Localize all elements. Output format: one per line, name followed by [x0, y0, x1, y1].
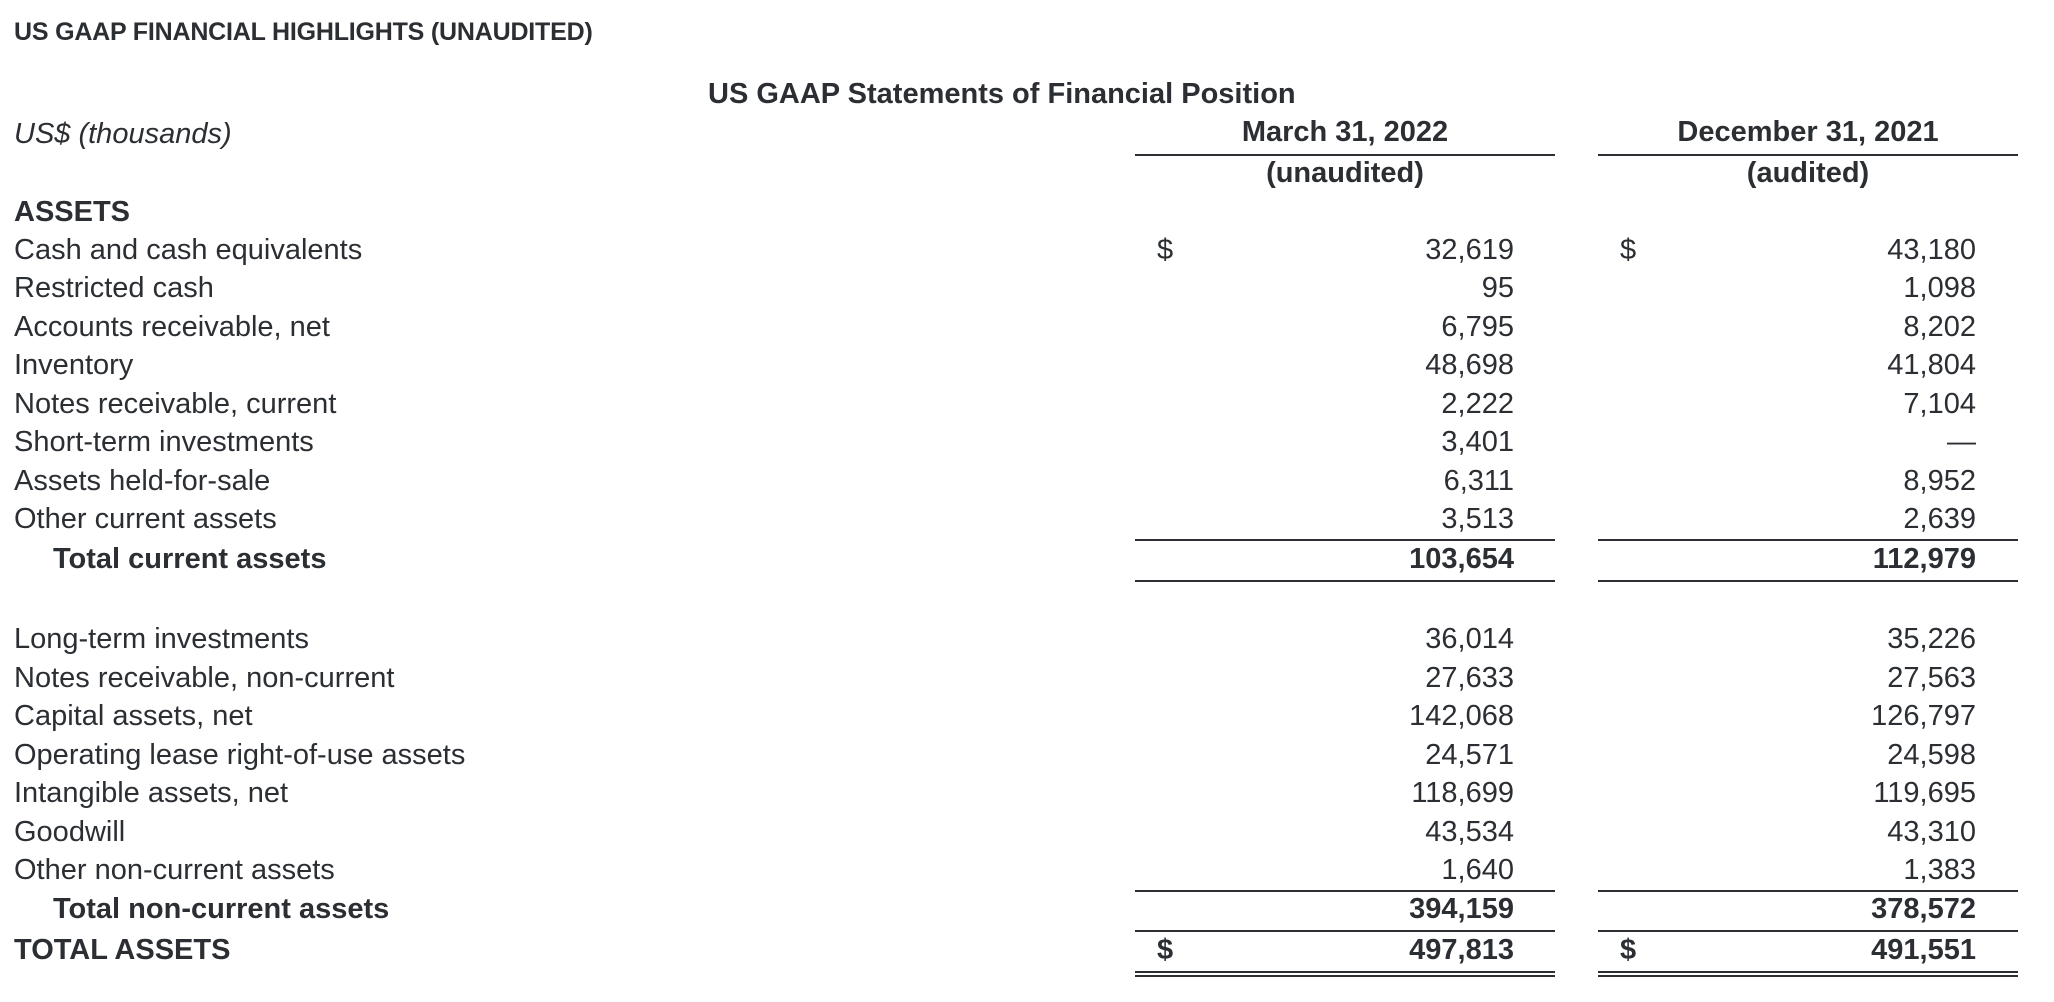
row-label: Accounts receivable, net: [14, 311, 330, 343]
value-march-2022: 36,014: [1425, 623, 1514, 655]
table-row: [0, 388, 2054, 426]
row-label: Other non-current assets: [14, 854, 335, 886]
column-1-date: March 31, 2022: [1241, 116, 1449, 148]
row-label: Long-term investments: [14, 623, 309, 655]
row-label: Goodwill: [14, 816, 126, 848]
table-row: [0, 854, 2054, 892]
value-march-2022: 24,571: [1425, 739, 1514, 771]
table-row: [0, 426, 2054, 464]
value-march-2022: 394,159: [1409, 893, 1514, 925]
value-dec-2021: 43,310: [1887, 816, 1976, 848]
value-march-2022: 95: [1481, 272, 1514, 304]
row-label: Assets held-for-sale: [14, 465, 271, 497]
subtotal-rule: [1598, 890, 2018, 892]
currency-symbol: $: [1157, 934, 1174, 966]
value-dec-2021: 2,639: [1903, 503, 1976, 535]
table-row: [0, 816, 2054, 854]
column-2-date: December 31, 2021: [1677, 116, 1939, 148]
column-2-header-rule: [1598, 154, 2018, 156]
value-march-2022: 1,640: [1441, 854, 1514, 886]
value-march-2022: 27,633: [1425, 662, 1514, 694]
table-row: [0, 662, 2054, 700]
column-2-status: (audited): [1746, 157, 1870, 189]
page-header: US GAAP FINANCIAL HIGHLIGHTS (UNAUDITED): [14, 18, 593, 46]
table-row: [0, 503, 2054, 541]
row-label: Restricted cash: [14, 272, 214, 304]
table-row: [0, 311, 2054, 349]
total-assets-row: [0, 934, 2054, 972]
table-row: [0, 465, 2054, 503]
value-march-2022: 497,813: [1409, 934, 1514, 966]
subtotal-rule: [1598, 539, 2018, 541]
value-march-2022: 48,698: [1425, 349, 1514, 381]
subtotal-rule: [1135, 890, 1555, 892]
total-rule: [1598, 580, 2018, 582]
value-dec-2021: 119,695: [1873, 777, 1976, 809]
table-row: [0, 739, 2054, 777]
value-dec-2021: 1,098: [1903, 272, 1976, 304]
row-label: Notes receivable, current: [14, 388, 337, 420]
row-label: Total current assets: [53, 543, 327, 575]
value-march-2022: 43,534: [1425, 816, 1514, 848]
table-row: [0, 623, 2054, 661]
value-march-2022: 6,311: [1443, 465, 1514, 497]
value-dec-2021: 491,551: [1871, 934, 1976, 966]
value-dec-2021: 126,797: [1871, 700, 1976, 732]
row-label: Total non-current assets: [53, 893, 390, 925]
row-label: Capital assets, net: [14, 700, 253, 732]
value-march-2022: 103,654: [1409, 543, 1514, 575]
statement-title: US GAAP Statements of Financial Position: [708, 78, 1296, 110]
currency-symbol: $: [1620, 234, 1637, 266]
row-label: Inventory: [14, 349, 134, 381]
units-label: US$ (thousands): [14, 118, 232, 150]
subtotal-rule: [1135, 539, 1555, 541]
table-row: [0, 349, 2054, 387]
column-1-status: (unaudited): [1266, 157, 1424, 189]
value-dec-2021: 8,202: [1903, 311, 1976, 343]
value-march-2022: 142,068: [1409, 700, 1514, 732]
currency-symbol: $: [1620, 934, 1637, 966]
row-label: Notes receivable, non-current: [14, 662, 395, 694]
grand-total-double-rule: [1135, 971, 1555, 977]
value-dec-2021: 35,226: [1887, 623, 1976, 655]
value-dec-2021: 24,598: [1887, 739, 1976, 771]
value-dec-2021: 378,572: [1871, 893, 1976, 925]
value-dec-2021: 43,180: [1887, 234, 1976, 266]
section-assets-row: [0, 196, 2054, 234]
value-march-2022: 118,699: [1411, 777, 1514, 809]
total-rule: [1135, 580, 1555, 582]
subtotal-rule: [1598, 930, 2018, 932]
row-label: Cash and cash equivalents: [14, 234, 363, 266]
table-row: [0, 777, 2054, 815]
value-dec-2021: 41,804: [1887, 349, 1976, 381]
value-dec-2021: 27,563: [1887, 662, 1976, 694]
grand-total-double-rule: [1598, 971, 2018, 977]
value-march-2022: 6,795: [1441, 311, 1514, 343]
value-dec-2021: —: [1947, 426, 1976, 458]
value-dec-2021: 8,952: [1903, 465, 1976, 497]
row-label: TOTAL ASSETS: [14, 934, 231, 966]
column-1-header-rule: [1135, 154, 1555, 156]
currency-symbol: $: [1157, 234, 1174, 266]
value-march-2022: 3,401: [1441, 426, 1514, 458]
total-noncurrent-assets-row: [0, 893, 2054, 931]
total-current-assets-row: [0, 543, 2054, 581]
row-label: Other current assets: [14, 503, 277, 535]
row-label: Short-term investments: [14, 426, 314, 458]
subtotal-rule: [1135, 930, 1555, 932]
table-row: [0, 700, 2054, 738]
value-march-2022: 3,513: [1441, 503, 1514, 535]
value-dec-2021: 112,979: [1872, 543, 1976, 575]
value-dec-2021: 7,104: [1903, 388, 1976, 420]
row-label: Intangible assets, net: [14, 777, 289, 809]
section-label: ASSETS: [14, 196, 131, 228]
value-dec-2021: 1,383: [1903, 854, 1976, 886]
table-row: [0, 272, 2054, 310]
value-march-2022: 2,222: [1441, 388, 1514, 420]
table-row: [0, 234, 2054, 272]
row-label: Operating lease right-of-use assets: [14, 739, 466, 771]
value-march-2022: 32,619: [1425, 234, 1514, 266]
